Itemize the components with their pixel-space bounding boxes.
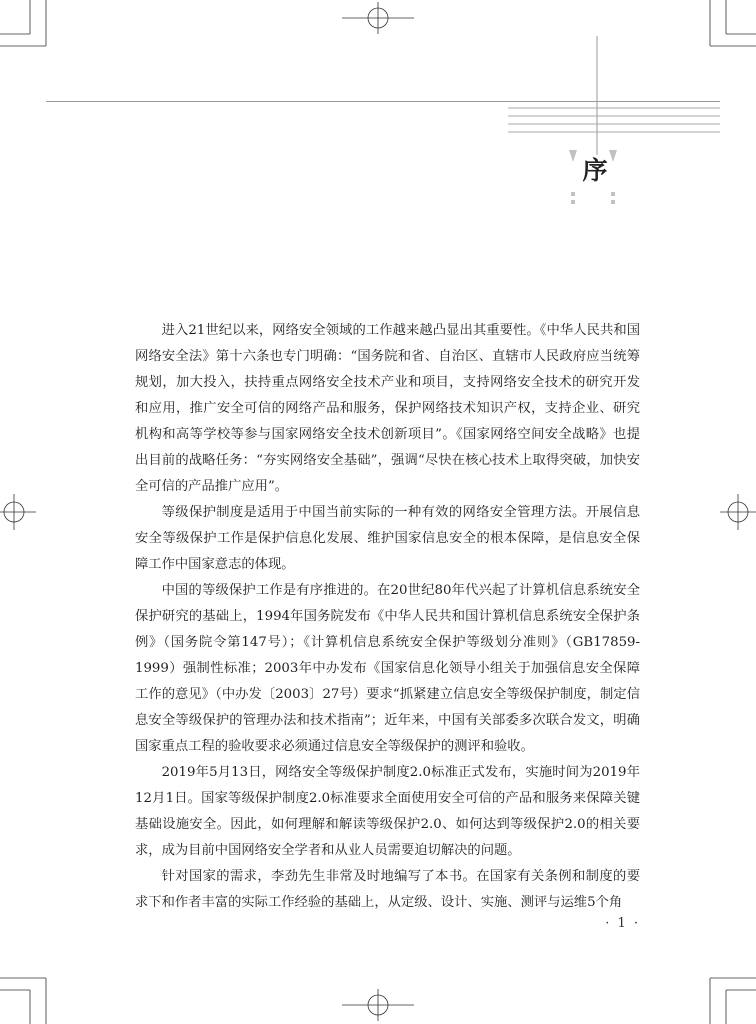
paragraph-3: 中国的等级保护工作是有序推进的。在20世纪80年代兴起了计算机信息系统安全保护研究的基础上，1994年国务院发布《中华人民共和国计算机信息系统安全保护条例》（国务院令第147号）；《计算机信息系统安全保护等级划分准则》（GB17859-1999）强制性标准；2003年中办发布《国家信息化领导小组关于加强信息安全保障工作的意见》（中办发〔2003〕27号）要求“抓紧建立信息安全等级保护制度，制定信息安全等级保护的管理办法和技术指南”；近年来，中国有关部委多次联合发文，明确国家重点工程的验收要求必须通过信息安全等级保护的测评和验收。 [135,583,640,754]
body-text [135,318,640,916]
paragraph-4: 2019年5月13日，网络安全等级保护制度2.0标准正式发布，实施时间为2019年12月1日。国家等级保护制度2.0标准要求全面使用安全可信的产品和服务来保障关键基础设施安全。因此，如何理解和解读等级保护2.0、如何达到等级保护2.0的相关要求，成为目前中国网络安全学者和从业人员需要迫切解决的问题。 [135,765,640,858]
page-title: 序 [582,156,608,185]
paragraph-5: 针对国家的需求，李劲先生非常及时地编写了本书。在国家有关条例和制度的要求下和作者丰富的实际工作经验的基础上，从定级、设计、实施、测评与运维5个角 [135,869,640,910]
paragraph-1: 进入21世纪以来，网络安全领域的工作越来越凸显出其重要性。《中华人民共和国网络安全法》第十六条也专门明确：“国务院和省、自治区、直辖市人民政府应当统筹规划，加大投入，扶持重点网络安全技术产业和项目，支持网络安全技术的研究开发和应用，推广安全可信的网络产品和服务，保护网络技术知识产权，支持企业、研究机构和高等学校等参与国家网络安全技术创新项目”。《国家网络空间安全战略》也提出目前的战略任务：“夯实网络安全基础”，强调“尽快在核心技术上取得突破，加快安全可信的产品推广应用”。 [135,323,640,494]
paragraph-2: 等级保护制度是适用于中国当前实际的一种有效的网络安全管理方法。开展信息安全等级保护工作是保护信息化发展、维护国家信息安全的根本保障，是信息安全保障工作中国家意志的体现。 [135,505,640,572]
page-number: · 1 · [605,916,640,931]
header-rule [46,101,720,102]
